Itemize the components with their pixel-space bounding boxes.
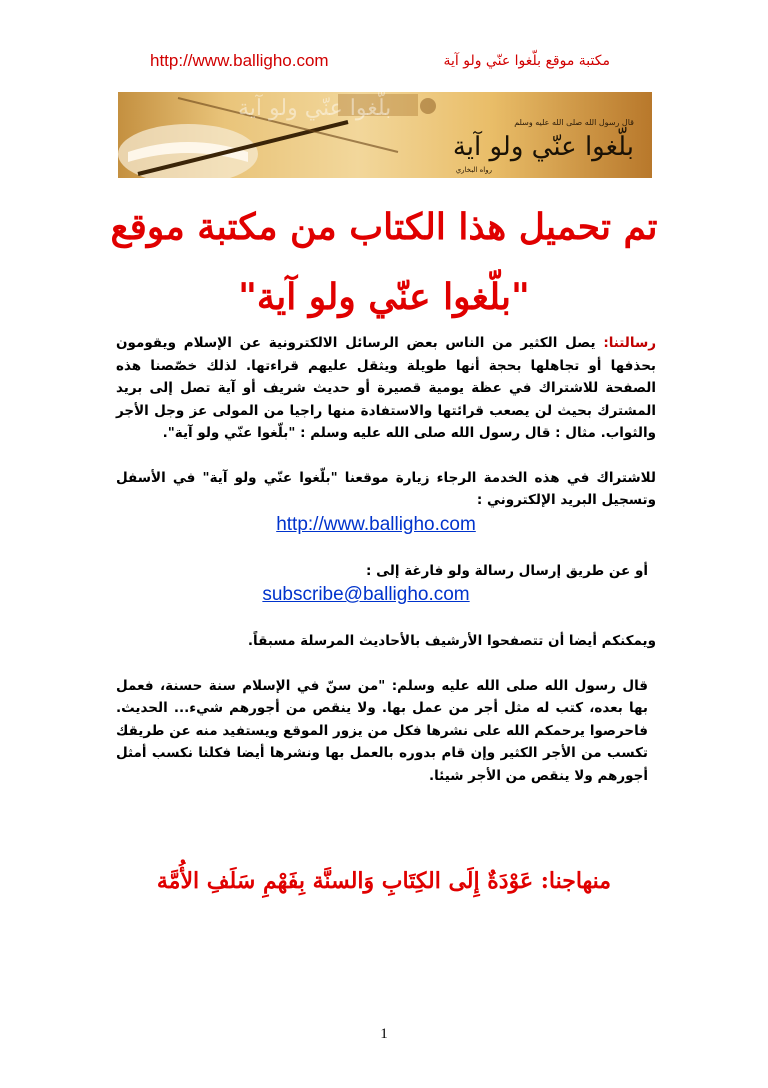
banner-bottom-text: رواه البخاري (455, 166, 492, 174)
motto: منهاجنا: عَوْدَةٌ إِلَى الكِتَابِ وَالسنَّة بِفَهْمِ سَلَفِ الأُمَّة (156, 868, 612, 894)
page-title-line1: تم تحميل هذا الكتاب من مكتبة موقع (110, 206, 658, 248)
banner-ghost-text: بلّغوا عنّي ولو آية (238, 96, 392, 121)
header-site-name: مكتبة موقع بلّغوا عنّي ولو آية (443, 53, 610, 69)
page-number: 1 (380, 1026, 388, 1042)
page-header (150, 46, 610, 76)
archive-paragraph: ويمكنكم أيضا أن تتصفحوا الأرشيف بالأحاديث المرسلة مسبقاً. (247, 633, 656, 649)
main-content (116, 332, 656, 787)
subscribe-email-link[interactable]: subscribe@balligho.com (262, 584, 470, 605)
website-link[interactable]: http://www.balligho.com (276, 513, 476, 535)
page-title-line2: "بلّغوا عنّي ولو آية" (238, 276, 530, 318)
banner-top-text: قال رسول الله صلى الله عليه وسلم (514, 118, 634, 127)
hadith-paragraph: قال رسول الله صلى الله عليه وسلم: "من سنّ في الإسلام سنة حسنة، فعمل بها بعده، كتب له مثل أجر من عمل بها. ولا ينقص من أجورهم شيء... الحديث. فاحرصوا يرحمكم الله على نشرها فكل من يزور الموقع ويستفيد منه عن طريقك تكسب من الأجر الكثير وإن قام بدوره بالعمل بها ونشرها أيضا فكلنا نكسب أمثل أجورهم ولا ينقص من الأجر شيئا. (116, 677, 648, 784)
mission-label: رسالتنا: (603, 335, 656, 351)
mission-text: يصل الكثير من الناس بعض الرسائل الالكترونية عن الإسلام ويقومون بحذفها أو تجاهلها بحجة أنها طويلة ويثقل عليهم قراءتها. لذلك خصّصنا هذه الصفحة للاشتراك في عظة يومية قصيرة أو حديث شريف أو آية تصل إلى بريد المشترك بحيث لن يصعب قرائتها والاستفادة منها راجيا من المولى عز وجل الأجر والثواب. مثال : قال رسول الله صلى الله عليه وسلم : "بلّغوا عنّي ولو آية". (116, 335, 656, 441)
header-url[interactable]: http://www.balligho.com (150, 51, 329, 70)
mission-paragraph (116, 332, 656, 445)
banner-title: بلّغوا عنّي ولو آية (452, 132, 634, 162)
email-instruction: أو عن طريق إرسال رسالة ولو فارغة إلى : (366, 562, 648, 579)
site-banner (118, 92, 652, 178)
subscribe-paragraph: للاشتراك في هذه الخدمة الرجاء زيارة موقعنا "بلّغوا عنّي ولو آية" في الأسفل وتسجيل البريد الإلكتروني : (116, 469, 656, 508)
